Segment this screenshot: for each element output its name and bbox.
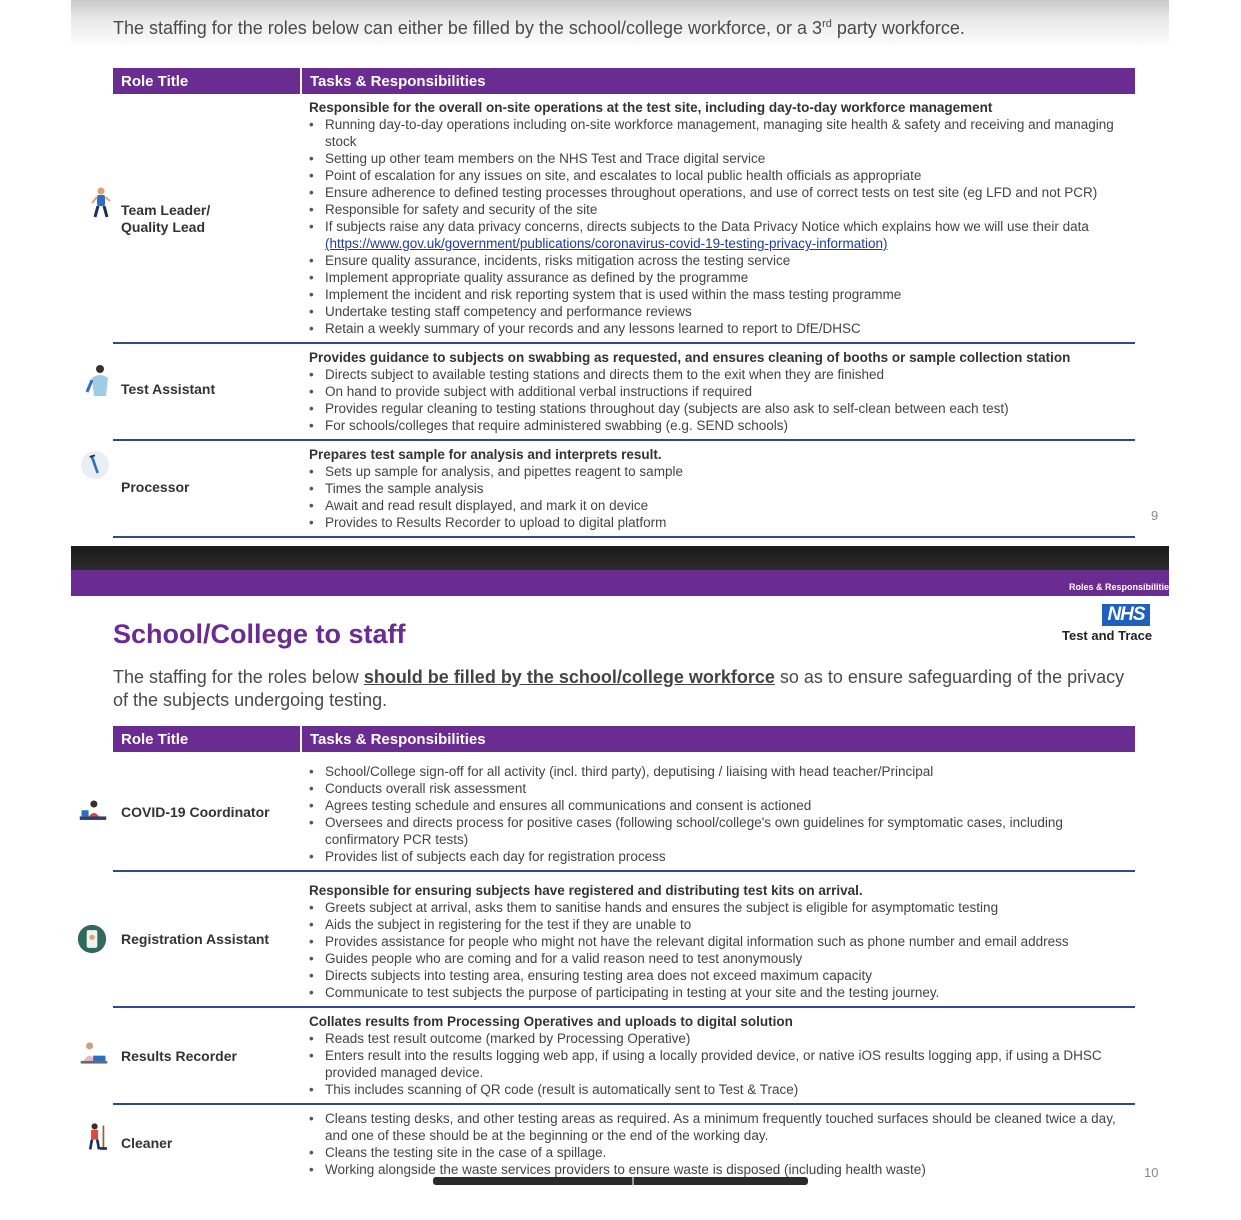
list-item: • Implement the incident and risk reporting system that is used within the mass testing programme (309, 286, 1127, 303)
privacy-info-link[interactable]: (https://www.gov.uk/government/publications/coronavirus-covid-19-testing-privacy-information) (325, 236, 888, 251)
page-number: 9 (1151, 508, 1159, 523)
page-number: 10 (1144, 1165, 1159, 1180)
list-item: • Setting up other team members on the NHS Test and Trace digital service (309, 150, 1127, 167)
list-item: • Provides list of subjects each day for registration process (309, 848, 1127, 865)
list-item: • For schools/colleges that require administered swabbing (e.g. SEND schools) (309, 417, 1127, 434)
col-tasks: Tasks & Responsibilities (301, 726, 1135, 752)
table-row (113, 1104, 1135, 1183)
list-item: • Aids the subject in registering for the test if they are unable to (309, 916, 1127, 933)
registration-phone-icon (77, 922, 107, 956)
nhs-logo-subtitle: Test and Trace (1062, 628, 1153, 643)
role-name: Registration Assistant (121, 931, 270, 947)
list-item: • Cleans the testing site in the case of a spillage. (309, 1144, 1127, 1161)
processor-pipette-icon (80, 448, 110, 482)
list-item: • On hand to provide subject with additional verbal instructions if required (309, 383, 1127, 400)
task-list (309, 899, 1127, 1001)
page10-roles-table (113, 726, 1135, 1183)
page9-intro: The staffing for the roles below can either be filled by the school/college workforce, or a 3rd party workforce. (113, 18, 965, 38)
results-recorder-icon (79, 1036, 109, 1070)
role-cell (113, 1007, 301, 1104)
section-tag: Roles & Responsibilitie (1068, 582, 1169, 592)
list-item: • Ensure quality assurance, incidents, risks mitigation across the testing service (309, 252, 1127, 269)
list-item: • School/College sign-off for all activity (incl. third party), deputising / liaising with head teacher/Principal (309, 763, 1127, 780)
list-item: • Communicate to test subjects the purpose of participating in testing at your site and the testing journey. (309, 984, 1127, 1001)
list-item: • Guides people who are coming and for a valid reason need to test anonymously (309, 950, 1127, 967)
role-name: Test Assistant (121, 381, 216, 397)
page9-roles-table (113, 68, 1135, 538)
role-name: Processor (121, 479, 190, 495)
list-item: • Ensure adherence to defined testing processes throughout operations, and use of correct tests on test site (eg LFD and not PCR) (309, 184, 1127, 201)
task-heading: Prepares test sample for analysis and interprets result. (309, 447, 662, 462)
list-item: • Greets subject at arrival, asks them to sanitise hands and ensures the subject is eligible for asymptomatic testing (309, 899, 1127, 916)
task-heading: Collates results from Processing Operatives and uploads to digital solution (309, 1014, 793, 1029)
task-cell (301, 440, 1135, 537)
horizontal-scrollbar[interactable] (433, 1177, 808, 1185)
list-item: • Undertake testing staff competency and performance reviews (309, 303, 1127, 320)
task-list (309, 1030, 1127, 1098)
list-item: • Responsible for safety and security of the site (309, 201, 1127, 218)
cleaner-figure-icon (84, 1120, 114, 1154)
team-leader-figure-icon (86, 186, 116, 220)
list-item: • Await and read result displayed, and mark it on device (309, 497, 1127, 514)
table-row (113, 440, 1135, 537)
task-heading: Provides guidance to subjects on swabbing as requested, and ensures cleaning of booths or sample collection station (309, 350, 1071, 365)
table-row (113, 94, 1135, 343)
list-item: • Agrees testing schedule and ensures all communications and consent is actioned (309, 797, 1127, 814)
task-cell (301, 752, 1135, 871)
task-list (309, 116, 1127, 337)
page10-intro: The staffing for the roles below should be filled by the school/college workforce so as to ensure safeguarding of the privacy of the subjects undergoing testing. (113, 667, 1125, 710)
list-item: • Oversees and directs process for positive cases (following school/college's own guidelines for symptomatic cases, including confirmatory PCR tests) (309, 814, 1127, 848)
list-item: • Working alongside the waste services providers to ensure waste is disposed (including health waste) (309, 1161, 1127, 1178)
list-item: • Cleans testing desks, and other testing areas as required. As a minimum frequently touched surfaces should be cleaned twice a day, and one of these should be at the beginning or the end of the working day. (309, 1110, 1127, 1144)
scrollbar-divider (632, 1177, 634, 1185)
role-name: COVID-19 Coordinator (121, 804, 270, 820)
list-item: • Times the sample analysis (309, 480, 1127, 497)
role-cell (113, 1104, 301, 1183)
col-role-title: Role Title (113, 726, 301, 752)
table-header-row (113, 68, 1135, 94)
role-cell (113, 871, 301, 1007)
task-cell (301, 1104, 1135, 1183)
table-row (113, 1007, 1135, 1104)
list-item: • This includes scanning of QR code (result is automatically sent to Test & Trace) (309, 1081, 1127, 1098)
task-cell (301, 1007, 1135, 1104)
task-list (309, 463, 1127, 531)
task-cell (301, 94, 1135, 343)
list-item: • Reads test result outcome (marked by Processing Operative) (309, 1030, 1127, 1047)
list-item: • Provides assistance for people who might not have the relevant digital information such as phone number and email address (309, 933, 1127, 950)
table-row (113, 871, 1135, 1007)
list-item: • Conducts overall risk assessment (309, 780, 1127, 797)
list-item: • Retain a weekly summary of your records and any lessons learned to report to DfE/DHSC (309, 320, 1127, 337)
role-cell (113, 440, 301, 537)
list-item: • Provides regular cleaning to testing stations throughout day (subjects are also ask to self-clean between each test) (309, 400, 1127, 417)
role-cell (113, 94, 301, 343)
page-title: School/College to staff (113, 619, 406, 649)
task-list (309, 763, 1127, 865)
header-band (71, 570, 1169, 596)
col-role-title: Role Title (113, 68, 301, 94)
test-assistant-figure-icon (84, 364, 114, 398)
nhs-logo: NHS (1102, 604, 1150, 626)
task-heading: Responsible for the overall on-site operations at the test site, including day-to-day workforce management (309, 100, 993, 115)
page-break (71, 546, 1169, 570)
list-item: • Directs subject to available testing stations and directs them to the exit when they are finished (309, 366, 1127, 383)
coordinator-desk-icon (78, 795, 108, 829)
task-list (309, 1110, 1127, 1178)
list-item: • Enters result into the results logging web app, if using a locally provided device, or native iOS results logging app, if using a DHSC provided managed device. (309, 1047, 1127, 1081)
list-item: • Sets up sample for analysis, and pipettes reagent to sample (309, 463, 1127, 480)
col-tasks: Tasks & Responsibilities (301, 68, 1135, 94)
table-row (113, 343, 1135, 440)
task-list (309, 366, 1127, 434)
list-item: • Provides to Results Recorder to upload to digital platform (309, 514, 1127, 531)
role-cell (113, 343, 301, 440)
task-cell (301, 343, 1135, 440)
table-header-row (113, 726, 1135, 752)
role-name: Team Leader/ Quality Lead (121, 202, 211, 235)
table-row (113, 752, 1135, 871)
task-cell (301, 871, 1135, 1007)
list-item: • Directs subjects into testing area, ensuring testing area does not exceed maximum capacity (309, 967, 1127, 984)
list-item: • Implement appropriate quality assurance as defined by the programme (309, 269, 1127, 286)
list-item: • Point of escalation for any issues on site, and escalates to local public health officials as appropriate (309, 167, 1127, 184)
role-name: Cleaner (121, 1135, 173, 1151)
list-item: • If subjects raise any data privacy concerns, directs subjects to the Data Privacy Notice which explains how we will use their data (https://www.gov.uk/government/publications/coronavirus-covid-19-testing-privacy-information) (309, 218, 1127, 252)
role-cell (113, 752, 301, 871)
list-item: • Running day-to-day operations including on-site workforce management, managing site health & safety and receiving and managing stock (309, 116, 1127, 150)
role-name: Results Recorder (121, 1048, 237, 1064)
task-heading: Responsible for ensuring subjects have registered and distributing test kits on arrival. (309, 883, 863, 898)
